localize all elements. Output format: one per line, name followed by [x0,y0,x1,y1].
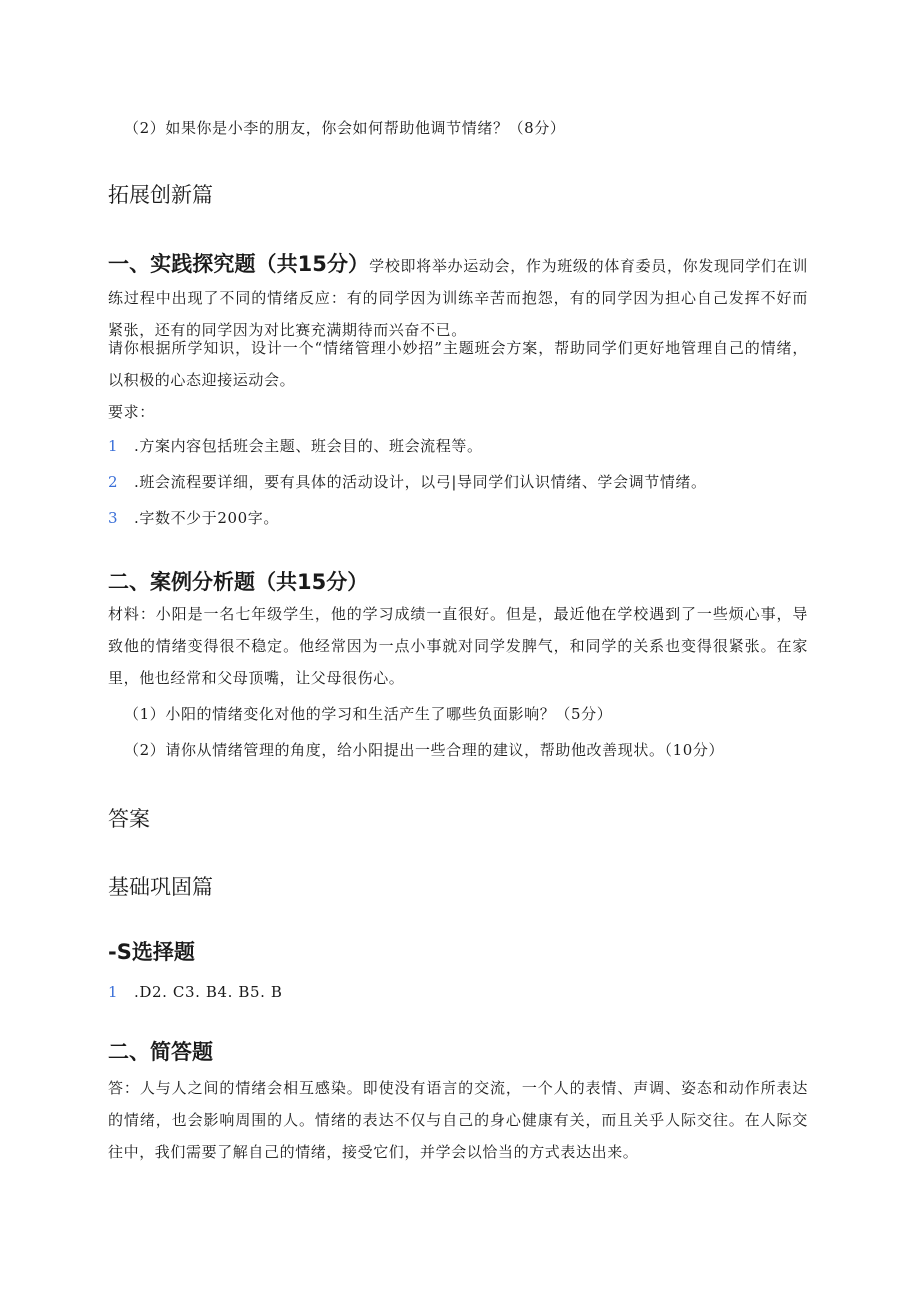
answer-basic-section: 基础巩固篇 [108,875,213,899]
case-material: 材料：小阳是一名七年级学生，他的学习成绩一直很好。但是，最近他在学校遇到了一些烦心事，导致他的情绪变得很不稳定。他经常因为一点小事就对同学发脾气，和同学的关系也变得很紧张。在家里，他也经常和父母顶嘴，让父母很伤心。 [108,605,808,687]
answer-choice-line [108,976,808,1008]
case-question-heading: 二、案例分析题（共15分） [108,570,369,594]
requirement-text: .方案内容包括班会主题、班会目的、班会流程等。 [134,437,483,455]
answer-choice-text: .D2. C3. B4. B5. B [134,983,283,1001]
practice-question-task: 请你根据所学知识，设计一个“情绪管理小妙招”主题班会方案，帮助同学们更好地管理自己的情绪，以积极的心态迎接运动会。 [108,339,808,389]
requirement-text: .字数不少于200字。 [134,509,279,527]
requirement-item [108,502,808,534]
answer-title: 答案 [108,807,150,831]
answer-short-heading: 二、简答题 [108,1040,213,1064]
answer-choice-number: 1 [108,983,119,1001]
section-title-extend: 拓展创新篇 [108,183,213,207]
answer-choice-heading: -S选择题 [108,940,195,964]
requirement-text: .班会流程要详细，要有具体的活动设计，以弓|导同学们认识情绪、学会调节情绪。 [134,473,707,491]
practice-question-lead: 学校即将举办运动会，作为班级的体育委员，你发现同学们在训练过程中出现了不同的情绪反应：有的同学因为训练辛苦而抱怨，有的同学因为担心自己发挥不好而紧张，还有的同学因为对比赛充满期待而兴奋不已。 [108,257,808,339]
answer-short-text: 答：人与人之间的情绪会相互感染。即使没有语言的交流，一个人的表情、声调、姿态和动作所表达的情绪，也会影响周围的人。情绪的表达不仅与自己的身心健康有关，而且关乎人际交往。在人际交往中，我们需要了解自己的情绪，接受它们，并学会以恰当的方式表达出来。 [108,1079,808,1161]
requirement-item [108,466,808,498]
question-2-friend-help: （2）如果你是小李的朋友，你会如何帮助他调节情绪？（8分） [124,119,566,137]
requirement-number: 1 [108,437,119,455]
case-subquestion-2: （2）请你从情绪管理的角度，给小阳提出一些合理的建议，帮助他改善现状。（10分） [124,741,725,759]
requirements-label: 要求： [108,403,155,421]
case-subquestion-1: （1）小阳的情绪变化对他的学习和生活产生了哪些负面影响？（5分） [124,705,613,723]
requirement-item [108,430,808,462]
practice-question-heading: 一、实践探究题（共15分） [108,252,370,276]
requirement-number: 3 [108,509,119,527]
requirement-number: 2 [108,473,119,491]
